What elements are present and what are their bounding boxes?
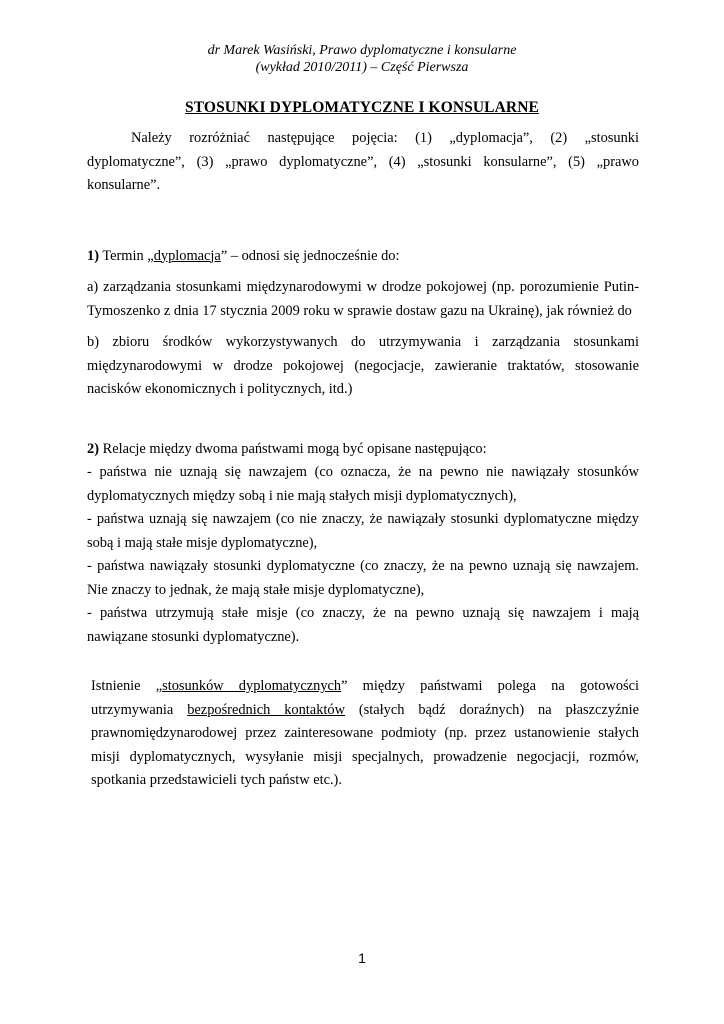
running-header (0, 42, 724, 76)
closing-part-3: (stałych bądź doraźnych) na płaszczyźnie prawnomiędzynarodowej przez zainteresowane podmioty (np. przez ustanowienie stałych misji dyplomatycznych, wysyłanie misji specjalnych, prowadzenie negocjacji, rozmów, spotkania przedstawicieli tych państw etc.). (91, 701, 639, 788)
closing-term-2: bezpośrednich kontaktów (187, 701, 345, 718)
section-2-item: - państwa utrzymują stałe misje (co znaczy, że na pewno uznają się nawzajem i mają nawiązane stosunki dyplomatyczne). (87, 605, 639, 645)
intro-paragraph: Należy rozróżniać następujące pojęcia: (1) „dyplomacja”, (2) „stosunki dyplomatyczne”, (3) „prawo dyplomatyczne”, (4) „stosunki konsularne”, (5) „prawo konsularne”. (87, 130, 639, 193)
section-1-item-a: a) zarządzania stosunkami międzynarodowymi w drodze pokojowej (np. porozumienie Putin-Tymoszenko z dnia 17 stycznia 2009 roku w sprawie dostaw gazu na Ukrainę), jak również do (87, 279, 639, 319)
closing-paragraph (87, 675, 639, 793)
section-2-item: - państwa nawiązały stosunki dyplomatyczne (co znaczy, że na pewno uznają się nawzajem. Nie znaczy to jednak, że mają stałe misje dyplomatyczne), (87, 558, 639, 598)
section-1-lead (87, 245, 639, 269)
section-1-lead-after: ” – odnosi się jednocześnie do: (220, 247, 400, 264)
closing-part-1: Istnienie „ (91, 678, 163, 694)
section-2-item: - państwa uznają się nawzajem (co nie znaczy, że nawiązały stosunki dyplomatyczne między sobą i mają stałe misje dyplomatyczne), (87, 511, 639, 551)
section-1-term: dyplomacja (153, 247, 221, 264)
header-line-1: dr Marek Wasiński, Prawo dyplomatyczne i konsularne (207, 43, 517, 58)
page-number: 1 (358, 950, 366, 966)
section-2-lead (87, 438, 639, 462)
section-2-item: - państwa nie uznają się nawzajem (co oznacza, że na pewno nie nawiązały stosunków dyplomatycznych między sobą i nie mają stałych misji dyplomatycznych), (87, 464, 639, 504)
section-1-item-b: b) zbioru środków wykorzystywanych do utrzymywania i zarządzania stosunkami międzynarodowymi w drodze pokojowej (negocjacje, zawieranie traktatów, stosowanie nacisków ekonomicznych i politycznych, itd.) (87, 334, 639, 397)
closing-term-1: stosunków dyplomatycznych (162, 678, 342, 694)
header-line-2: (wykład 2010/2011) – Część Pierwsza (255, 60, 469, 75)
document-title: STOSUNKI DYPLOMATYCZNE I KONSULARNE (185, 99, 539, 116)
section-2-number: 2) (87, 440, 99, 457)
closing-part-2: ” między państwami polega na gotowości utrzymywania (91, 678, 640, 718)
section-1-lead-before: Termin „ (99, 247, 154, 264)
section-1-number: 1) (87, 247, 99, 264)
document-body (87, 127, 639, 793)
section-2-lead-text: Relacje między dwoma państwami mogą być opisane następująco: (99, 440, 487, 457)
